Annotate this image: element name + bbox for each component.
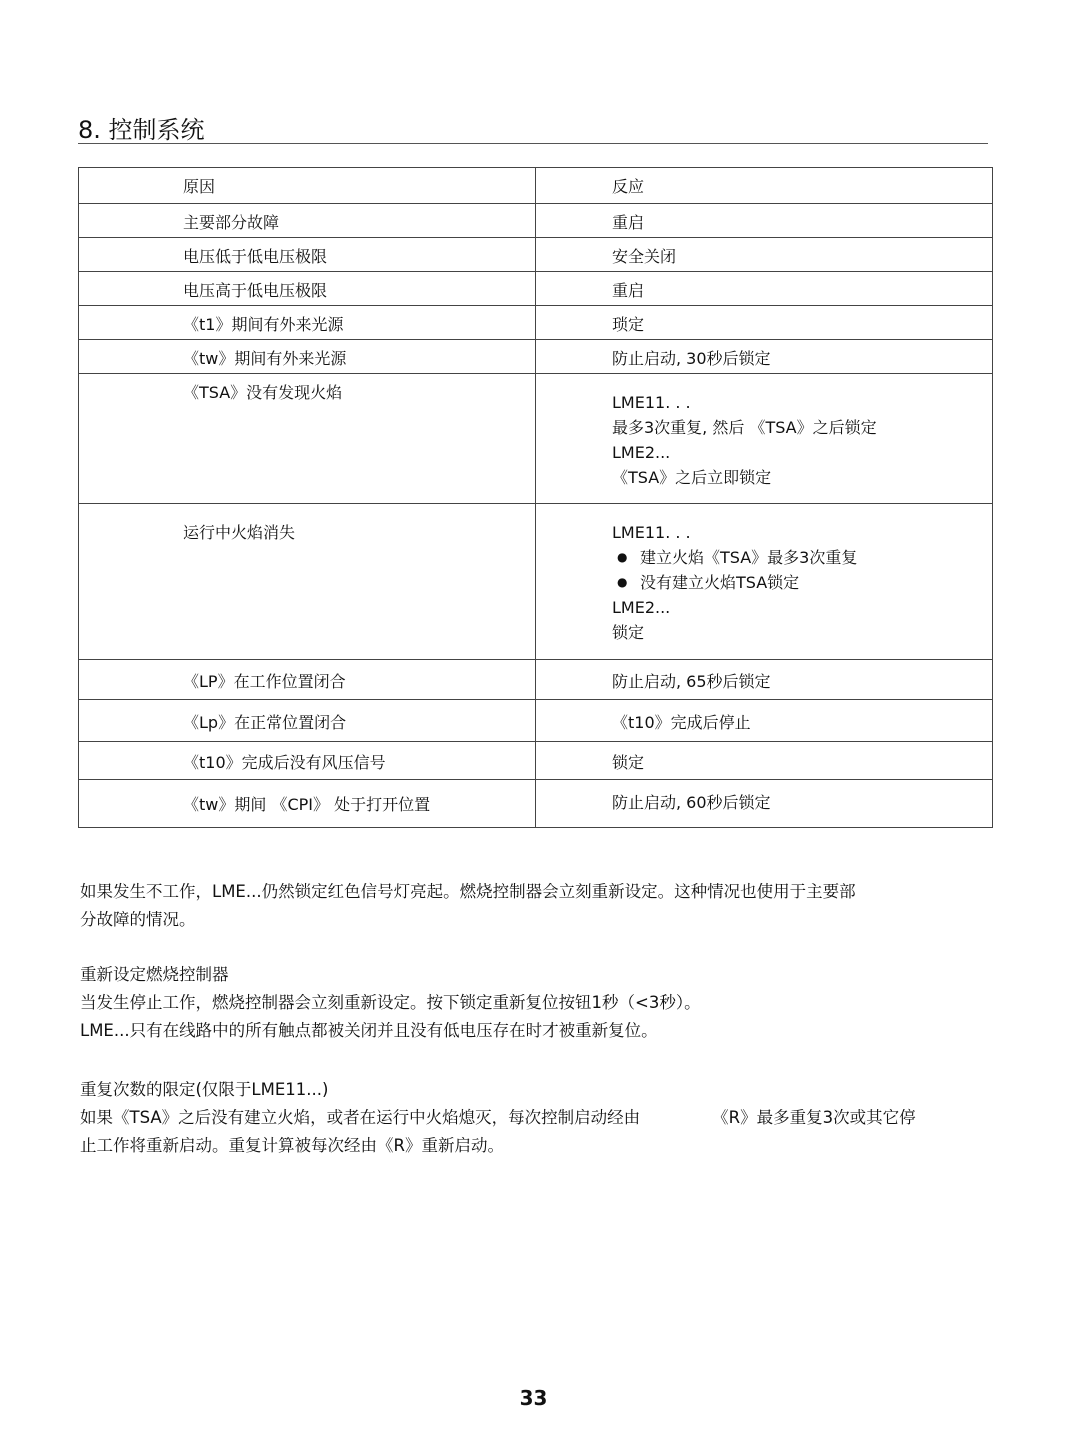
table-header-row [79, 168, 993, 204]
response-cell: 防止启动, 60秒后锁定 [536, 780, 993, 828]
repeat-title: 重复次数的限定(仅限于LME11...) [80, 1080, 329, 1099]
table-row [79, 780, 993, 828]
section-heading: 8. 控制系统 [78, 116, 205, 144]
response-cell [536, 504, 993, 660]
cause-cell: 《Lp》在正常位置闭合 [79, 700, 536, 742]
response-cell: 重启 [536, 272, 993, 306]
header-cause: 原因 [79, 168, 536, 204]
table-row [79, 504, 993, 660]
response-cell: 《t10》完成后停止 [536, 700, 993, 742]
cause-cell: 《tw》期间有外来光源 [79, 340, 536, 374]
response-cell: 防止启动, 30秒后锁定 [536, 340, 993, 374]
response-cell: 重启 [536, 204, 993, 238]
cause-cell: 主要部分故障 [79, 204, 536, 238]
response-line: 锁定 [612, 623, 645, 642]
response-line: LME11. . . [612, 523, 691, 542]
cause-cell: 《TSA》没有发现火焰 [79, 374, 536, 504]
table-row [79, 238, 993, 272]
repeat-line-part: 如果《TSA》之后没有建立火焰，或者在运行中火焰熄灭，每次控制启动经由 [80, 1108, 641, 1127]
response-bullet-list [612, 545, 992, 595]
cause-cell: 《tw》期间 《CPI》 处于打开位置 [79, 780, 536, 828]
cause-cell: 运行中火焰消失 [79, 504, 536, 660]
page-number: 33 [519, 1386, 548, 1410]
response-cell: 防止启动, 65秒后锁定 [536, 660, 993, 700]
reset-title: 重新设定燃烧控制器 [80, 965, 229, 984]
table-row [79, 660, 993, 700]
cause-cell: 《t10》完成后没有风压信号 [79, 742, 536, 780]
response-line: 《TSA》之后立即锁定 [612, 468, 772, 487]
table-row [79, 742, 993, 780]
response-line: LME2... [612, 598, 671, 617]
list-item: ● 建立火焰《TSA》最多3次重复 [612, 545, 992, 570]
response-cell: 锁定 [536, 742, 993, 780]
heading-rule [78, 143, 988, 144]
cause-cell: 电压高于低电压极限 [79, 272, 536, 306]
response-line: LME11. . . [612, 393, 691, 412]
response-line: 最多3次重复, 然后 《TSA》之后锁定 [612, 418, 877, 437]
response-cell [536, 374, 993, 504]
response-cell: 琐定 [536, 306, 993, 340]
table-row [79, 204, 993, 238]
list-item: ● 没有建立火焰TSA锁定 [612, 570, 992, 595]
paragraph-line: 止工作将重新启动。重复计算被每次经由《R》重新启动。 [80, 1136, 504, 1155]
paragraph-line: 分故障的情况。 [80, 910, 196, 929]
repeat-section [80, 1076, 980, 1160]
header-response: 反应 [536, 168, 993, 204]
cause-cell: 电压低于低电压极限 [79, 238, 536, 272]
table-row [79, 374, 993, 504]
fault-response-table [78, 167, 993, 828]
response-cell: 安全关闭 [536, 238, 993, 272]
table-row [79, 306, 993, 340]
table-row [79, 700, 993, 742]
response-line: LME2... [612, 443, 671, 462]
table-row [79, 272, 993, 306]
paragraph-line [80, 1104, 980, 1132]
lockout-paragraph [80, 878, 980, 934]
table-row [79, 340, 993, 374]
paragraph-line: 当发生停止工作，燃烧控制器会立刻重新设定。按下锁定重新复位按钮1秒（<3秒）。 [80, 993, 701, 1012]
cause-cell: 《LP》在工作位置闭合 [79, 660, 536, 700]
paragraph-line: 如果发生不工作，LME...仍然锁定红色信号灯亮起。燃烧控制器会立刻重新设定。这种情况也使用于主要部 [80, 882, 856, 901]
reset-section [80, 961, 980, 1045]
paragraph-line: LME...只有在线路中的所有触点都被关闭并且没有低电压存在时才被重新复位。 [80, 1021, 658, 1040]
repeat-line-part: 《R》最多重复3次或其它停 [712, 1108, 916, 1127]
cause-cell: 《t1》期间有外来光源 [79, 306, 536, 340]
